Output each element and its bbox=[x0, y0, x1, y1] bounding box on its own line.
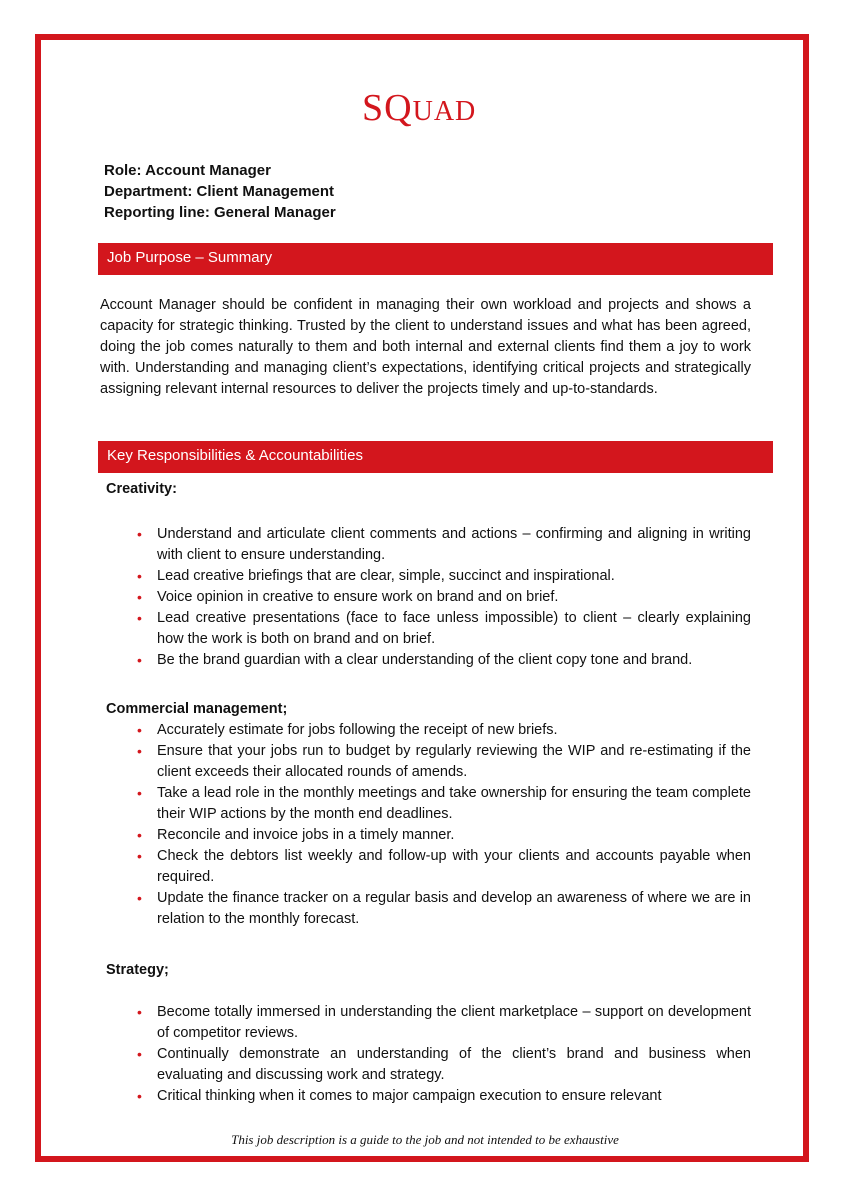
bullet-icon: • bbox=[137, 743, 142, 759]
bullet-icon: • bbox=[137, 890, 142, 906]
list-item: • Understand and articulate client comments and actions – confirming and aligning in writing with client to ensure understanding. bbox=[137, 526, 751, 563]
list-item: • Accurately estimate for jobs following the receipt of new briefs. bbox=[157, 720, 751, 741]
list-item: • Continually demonstrate an understanding of the client’s brand and business when evaluating and discussing work and strategy. bbox=[137, 1046, 751, 1083]
bullet-icon: • bbox=[137, 1004, 142, 1020]
job-purpose-title: Job Purpose – Summary bbox=[107, 249, 273, 266]
commercial-heading: Commercial management; bbox=[106, 701, 288, 717]
list-item: • Reconcile and invoice jobs in a timely manner. bbox=[157, 825, 751, 846]
list-item: • Lead creative briefings that are clear, simple, succinct and inspirational. bbox=[157, 566, 751, 587]
bullet-icon: • bbox=[137, 848, 142, 864]
role-details bbox=[104, 160, 336, 223]
job-purpose-text: Account Manager should be confident in managing their own workload and projects and shows a capacity for strategic thinking. Trusted by the client to understand issues and what has been agreed, doing the job comes naturally to them and both internal and external clients find them a joy to work with. Understanding and managing client’s expectations, identifying critical projects and strategically assigning relevant internal resources to deliver the projects timely and up-to-standards. bbox=[100, 297, 751, 397]
strategy-heading: Strategy; bbox=[106, 962, 169, 978]
role-line: Role: Account Manager bbox=[104, 162, 271, 179]
reporting-line: Reporting line: General Manager bbox=[104, 204, 336, 221]
list-item: • Take a lead role in the monthly meetings and take ownership for ensuring the team complete their WIP actions by the month end deadlines. bbox=[137, 785, 751, 822]
bullet-icon: • bbox=[137, 610, 142, 626]
bullet-icon: • bbox=[137, 589, 142, 605]
list-item: • Critical thinking when it comes to major campaign execution to ensure relevant bbox=[157, 1086, 751, 1107]
bullet-icon: • bbox=[137, 568, 142, 584]
bullet-icon: • bbox=[137, 827, 142, 843]
creativity-heading: Creativity: bbox=[106, 481, 177, 497]
bullet-icon: • bbox=[137, 1088, 142, 1104]
bullet-icon: • bbox=[137, 652, 142, 668]
list-item: • Ensure that your jobs run to budget by regularly reviewing the WIP and re-estimating if the client exceeds their allocated rounds of amends. bbox=[137, 743, 751, 780]
commercial-list bbox=[137, 720, 751, 930]
bullet-icon: • bbox=[137, 526, 142, 542]
department-line: Department: Client Management bbox=[104, 183, 335, 200]
list-item: • Check the debtors list weekly and follow-up with your clients and accounts payable when required. bbox=[137, 848, 751, 885]
list-item: • Lead creative presentations (face to face unless impossible) to client – clearly explaining how the work is both on brand and on brief. bbox=[137, 610, 751, 647]
bullet-icon: • bbox=[137, 785, 142, 801]
list-item: • Become totally immersed in understanding the client marketplace – support on development of competitor reviews. bbox=[137, 1004, 751, 1041]
job-purpose-header bbox=[98, 243, 773, 275]
bullet-icon: • bbox=[137, 722, 142, 738]
list-item: • Be the brand guardian with a clear understanding of the client copy tone and brand. bbox=[157, 650, 751, 671]
list-item: • Voice opinion in creative to ensure work on brand and on brief. bbox=[157, 587, 751, 608]
bullet-icon: • bbox=[137, 1046, 142, 1062]
list-item: • Update the finance tracker on a regular basis and develop an awareness of where we are in relation to the monthly forecast. bbox=[137, 890, 751, 927]
strategy-list bbox=[137, 1002, 751, 1107]
footer-disclaimer: This job description is a guide to the job and not intended to be exhaustive bbox=[231, 1132, 619, 1147]
squad-logo: SQUAD bbox=[362, 87, 477, 129]
responsibilities-title: Key Responsibilities & Accountabilities bbox=[107, 447, 363, 464]
creativity-list bbox=[137, 524, 751, 671]
responsibilities-header bbox=[98, 441, 773, 473]
